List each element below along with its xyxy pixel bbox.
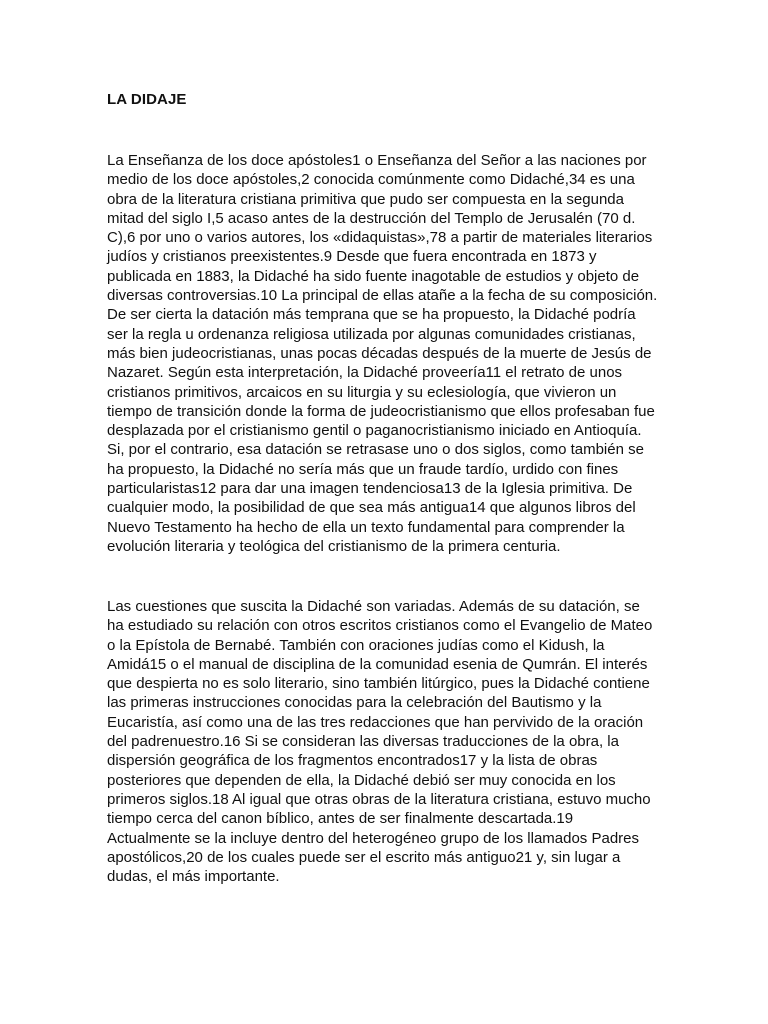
- text-line: C),6 por uno o varios autores, los «didaquistas»,78 a partir de materiales literarios: [107, 229, 653, 247]
- text-line: Eucaristía, así como una de las tres redacciones que han pervivido de la oración: [107, 713, 644, 731]
- text-line: evolución literaria y teológica del cristianismo de la primera centuria.: [107, 537, 561, 555]
- text-line: particularistas12 para dar una imagen tendenciosa13 de la Iglesia primitiva. De: [107, 480, 633, 498]
- text-line: publicada en 1883, la Didaché ha sido fuente inagotable de estudios y objeto de: [107, 267, 640, 285]
- text-line: posteriores que dependen de ella, la Didaché debió ser muy conocida en los: [107, 771, 616, 789]
- text-line: Si, por el contrario, esa datación se retrasase uno o dos siglos, como también se: [107, 441, 644, 459]
- text-line: La Enseñanza de los doce apóstoles1 o Enseñanza del Señor a las naciones por: [107, 152, 647, 169]
- text-line: las primeras instrucciones conocidas para la celebración del Bautismo y la: [107, 694, 602, 712]
- text-line: desplazada por el cristianismo gentil o paganocristianismo iniciado en Antioquía.: [107, 422, 642, 440]
- text-line: del padrenuestro.16 Si se consideran las diversas traducciones de la obra, la: [107, 733, 619, 751]
- text-line: Nazaret. Según esta interpretación, la Didaché proveería11 el retrato de unos: [107, 364, 623, 382]
- text-line: mitad del siglo I,5 acaso antes de la destrucción del Templo de Jerusalén (70 d.: [107, 209, 636, 227]
- text-line: ha estudiado su relación con otros escritos cristianos como el Evangelio de Mateo: [107, 617, 653, 635]
- paragraph-1: [107, 151, 663, 556]
- text-line: De ser cierta la datación más temprana que se ha propuesto, la Didaché podría: [107, 306, 636, 324]
- text-line: apostólicos,20 de los cuales puede ser el escrito más antiguo21 y, sin lugar a: [107, 848, 621, 866]
- text-line: ser la regla u ordenanza religiosa utilizada por algunas comunidades cristianas,: [107, 325, 636, 343]
- text-line: Actualmente se la incluye dentro del heterogéneo grupo de los llamados Padres: [107, 829, 640, 847]
- text-line: dispersión geográfica de los fragmentos encontrados17 y la lista de obras: [107, 752, 598, 770]
- text-line: primeros siglos.18 Al igual que otras obras de la literatura cristiana, estuvo mucho: [107, 790, 651, 808]
- text-line: judíos y cristianos preexistentes.9 Desde que fuera encontrada en 1873 y: [107, 248, 597, 266]
- text-line: cualquier modo, la posibilidad de que sea más antigua14 que algunos libros del: [107, 499, 636, 517]
- paragraph-2: [107, 597, 663, 886]
- text-line: o la Epístola de Bernabé. También con oraciones judías como el Kidush, la: [107, 636, 605, 654]
- text-line: tiempo cerca del canon bíblico, antes de ser finalmente descartada.19: [107, 810, 574, 828]
- text-line: Amidá15 o el manual de disciplina de la comunidad esenia de Qumrán. El interés: [107, 655, 648, 673]
- text-line: tiempo de transición donde la forma de judeocristianismo que ellos profesaban fue: [107, 402, 655, 420]
- text-line: medio de los doce apóstoles,2 conocida comúnmente como Didaché,34 es una: [107, 171, 635, 189]
- text-line: más bien judeocristianas, unas pocas décadas después de la muerte de Jesús de: [107, 344, 652, 362]
- document-title: LA DIDAJE: [107, 91, 187, 108]
- text-line: Las cuestiones que suscita la Didaché son variadas. Además de su datación, se: [107, 598, 640, 615]
- text-line: diversas controversias.10 La principal de ellas atañe a la fecha de su composición.: [107, 287, 658, 305]
- text-line: que despierta no es solo literario, sino también litúrgico, pues la Didaché contiene: [107, 675, 650, 693]
- text-line: dudas, el más importante.: [107, 868, 280, 886]
- text-line: ha propuesto, la Didaché no sería más que un fraude tardío, urdido con fines: [107, 460, 619, 478]
- text-line: Nuevo Testamento ha hecho de ella un texto fundamental para comprender la: [107, 518, 625, 536]
- text-line: cristianos primitivos, arcaicos en su liturgia y su eclesiología, que vivieron un: [107, 383, 617, 401]
- text-line: obra de la literatura cristiana primitiva que pudo ser compuesta en la segunda: [107, 190, 624, 208]
